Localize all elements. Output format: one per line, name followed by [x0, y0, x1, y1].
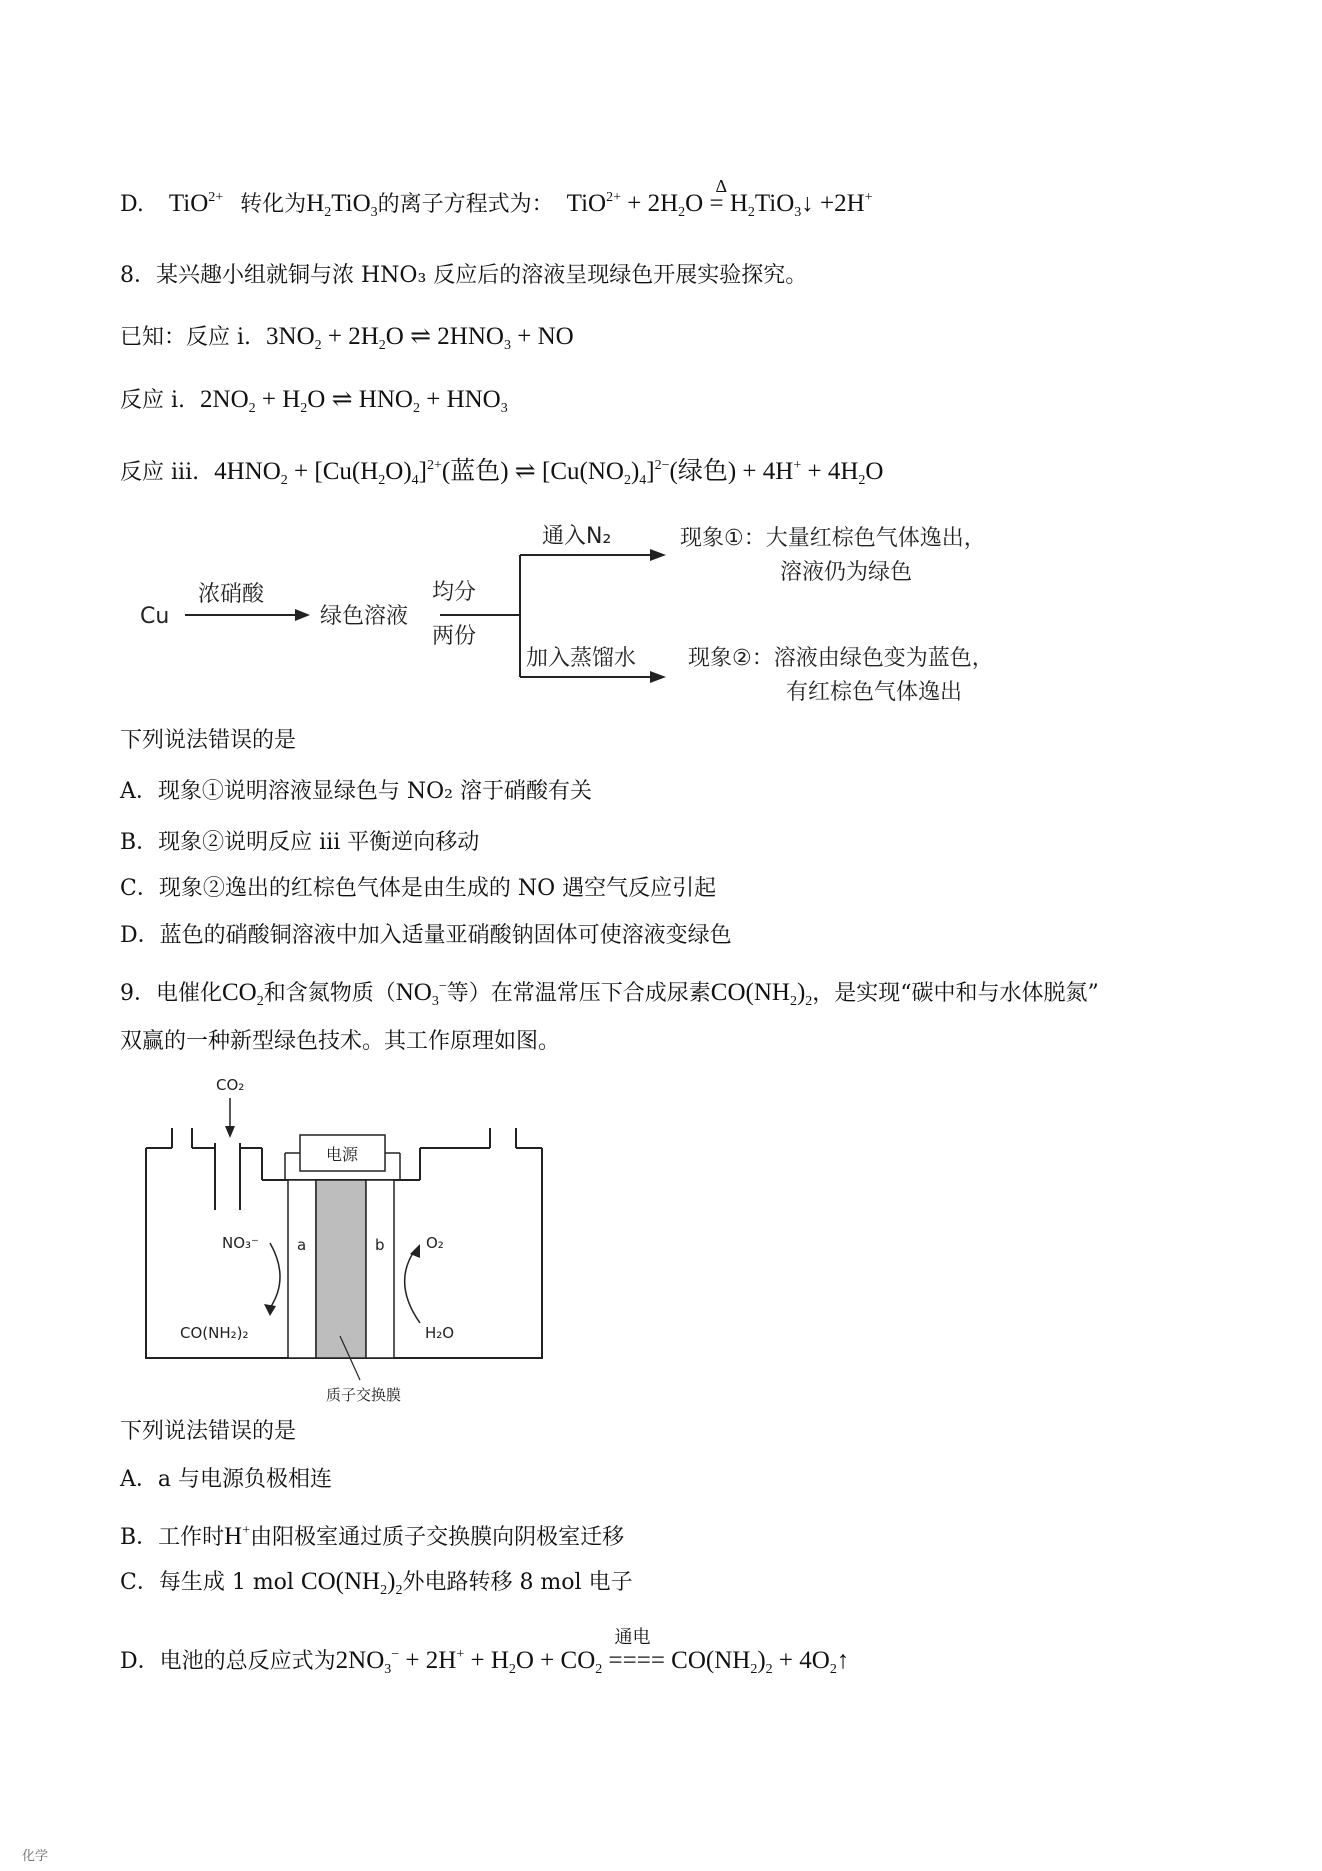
q8-reaction-3: 反应 iii. $4HNO_2 + [Cu(H_2O)_4]^{2+}$(蓝色) ⇌ $[Cu(NO_2)_4]^{2-}$(绿色) + $4H^+ + 4H_2O$ [120, 458, 884, 488]
q9-cell-diagram [130, 1068, 570, 1418]
h2tio3: $H_2TiO_3$ [306, 190, 378, 220]
q9-option-d: D．电池的总反应式为$2NO_3^- + 2H^+ + H_2O + CO_2$ 通电 ==== $CO(NH_2)_2$ + $4O_2↑$ [120, 1627, 850, 1677]
flow-green-solution: 绿色溶液 [320, 604, 409, 629]
q8-reaction-1: 已知：反应 i. $3NO_2 + 2H_2O$ ⇌ $2HNO_3$ + NO [120, 323, 574, 353]
q9-option-a: A．a 与电源负极相连 [120, 1467, 332, 1492]
q8-option-d: D．蓝色的硝酸铜溶液中加入适量亚硝酸钠固体可使溶液变绿色 [120, 923, 732, 948]
diagram-membrane-label: 质子交换膜 [326, 1386, 402, 1404]
diagram-power-label: 电源 [326, 1145, 359, 1164]
proton-exchange-membrane [316, 1180, 366, 1358]
diagram-urea: CO(NH₂)₂ [180, 1324, 249, 1342]
flow-branch2: 加入蒸馏水 [526, 646, 637, 671]
q8-stem: 8．某兴趣小组就铜与浓 HNO₃ 反应后的溶液呈现绿色开展实验探究。 [120, 263, 808, 288]
q9-question: 下列说法错误的是 [120, 1419, 297, 1444]
q8-flow-diagram [130, 515, 1090, 715]
diagram-co2: CO₂ [216, 1076, 245, 1094]
flow-branch1: 通入N₂ [542, 524, 612, 549]
q8-option-a: A．现象①说明溶液显绿色与 NO₂ 溶于硝酸有关 [120, 779, 592, 804]
flow-cu: Cu [140, 604, 170, 629]
diagram-h2o: H₂O [425, 1324, 455, 1342]
flow-split-top: 均分 [432, 580, 477, 605]
electrode-b [366, 1180, 394, 1358]
diagram-o2: O₂ [426, 1234, 444, 1252]
q8-option-c: C．现象②逸出的红棕色气体是由生成的 NO 遇空气反应引起 [120, 876, 717, 901]
diagram-label-a: a [297, 1236, 307, 1254]
q8-question: 下列说法错误的是 [120, 728, 297, 753]
tio-ion: TiO$^{2+}$ [168, 190, 224, 217]
q7-equation: $TiO^{2+} + 2H_2O$ Δ = $H_2TiO_3↓ +2H^+$ [566, 176, 873, 220]
q9-stem-line1: 9．电催化$CO_2$和含氮物质（$NO_3^-$等）在常温常压下合成尿素$CO(NH_2)_2$，是实现“碳中和与水体脱氮” [120, 979, 1099, 1009]
q8-option-b: B．现象②说明反应 iii 平衡逆向移动 [120, 830, 480, 855]
flow-phenom2-l1: 现象②：溶液由绿色变为蓝色， [688, 646, 994, 671]
page-footer: 化学 [22, 1849, 49, 1864]
flow-reagent: 浓硝酸 [198, 582, 265, 607]
diagram-label-b: b [375, 1236, 385, 1254]
q9-option-c: C．每生成 1 mol $CO(NH_2)_2$外电路转移 8 mol 电子 [120, 1568, 633, 1598]
diagram-no3: NO₃⁻ [222, 1234, 259, 1252]
q9-stem-line2: 双赢的一种新型绿色技术。其工作原理如图。 [120, 1029, 561, 1054]
q8-reaction-2: 反应 i. $2NO_2 + H_2O$ ⇌ $HNO_2 + HNO_3$ [120, 386, 508, 416]
flow-split-bottom: 两份 [432, 624, 477, 649]
flow-phenom1-l1: 现象①：大量红棕色气体逸出， [680, 526, 986, 551]
electrode-a [288, 1180, 316, 1358]
q9-option-b: B．工作时H+由阳极室通过质子交换膜向阴极室迁移 [120, 1523, 625, 1550]
flow-phenom2-l2: 有红棕色气体逸出 [786, 680, 963, 705]
q7-option-d: D. TiO$^{2+}$ 转化为$H_2TiO_3$的离子方程式为： $TiO^{2+} + 2H_2O$ Δ = $H_2TiO_3↓ +2H^+$ [120, 176, 873, 220]
flow-phenom1-l2: 溶液仍为绿色 [780, 560, 913, 585]
